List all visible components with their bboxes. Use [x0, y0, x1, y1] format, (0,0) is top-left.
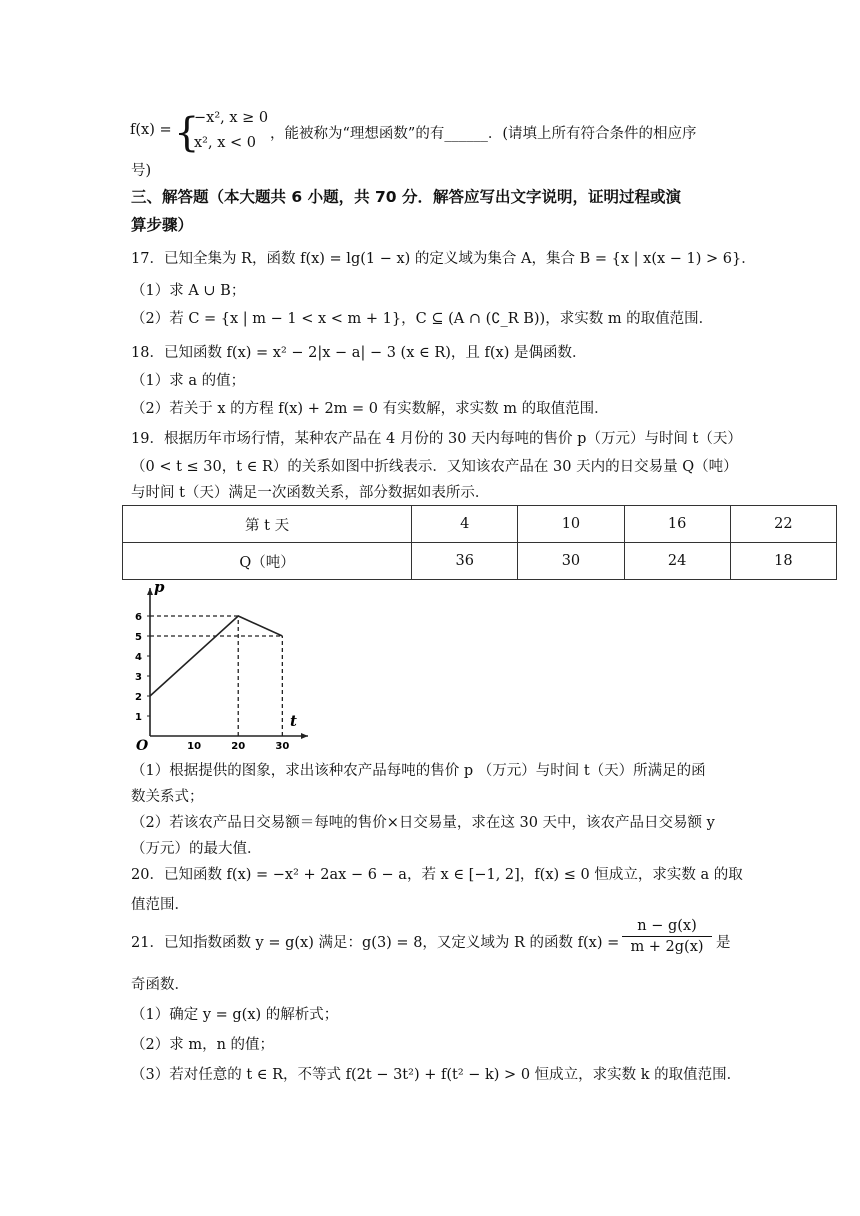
- y-tick-label: 1: [135, 712, 142, 723]
- q21-part2: （2）求 m，n 的值；: [131, 1037, 275, 1053]
- q19-stem: 19．根据历年市场行情，某种农产品在 4 月份的 30 天内每吨的售价 p（万元）与时间 t（天）: [131, 431, 742, 447]
- y-axis-label: p: [154, 578, 165, 596]
- y-tick-label: 5: [135, 632, 142, 643]
- q16-text-cont: 号): [131, 163, 152, 179]
- y-tick-label: 4: [135, 652, 142, 663]
- y-tick-label: 3: [135, 672, 142, 683]
- fraction-denominator: m + 2g(x): [630, 939, 704, 955]
- q21-stem-cont: 奇函数．: [131, 977, 189, 993]
- fraction-numerator: n − g(x): [622, 918, 712, 937]
- q18-part2: （2）若关于 x 的方程 f(x) + 2m = 0 有实数解，求实数 m 的取值范围．: [131, 401, 609, 417]
- table-row: [123, 506, 837, 543]
- piece-case-1: −x², x ≥ 0: [194, 110, 269, 126]
- table-cell: 36: [412, 543, 518, 580]
- q17-part2: （2）若 C = {x | m − 1 < x < m + 1}，C ⊆ (A ∩ (∁_R B))，求实数 m 的取值范围．: [131, 311, 714, 327]
- x-tick-label: 10: [187, 741, 202, 752]
- q18-part1: （1）求 a 的值；: [131, 373, 246, 389]
- table-cell: 10: [518, 506, 624, 543]
- table-cell: Q（吨）: [123, 543, 412, 580]
- data-table: [122, 505, 837, 580]
- x-tick-label: 30: [275, 741, 290, 752]
- piece-case-2: x², x < 0: [194, 135, 256, 151]
- piecewise-function: [130, 108, 730, 160]
- fraction: [622, 918, 712, 955]
- table-cell: 24: [624, 543, 730, 580]
- y-tick-label: 2: [135, 692, 142, 703]
- origin-label: O: [136, 738, 149, 754]
- q21-stem-tail: 是: [716, 935, 731, 951]
- table-cell: 4: [412, 506, 518, 543]
- graph-guides: [150, 616, 282, 736]
- q19-part1-cont: 数关系式；: [131, 789, 204, 805]
- x-axis-arrow-icon: [301, 733, 308, 739]
- section-heading-cont: 算步骤）: [131, 216, 194, 234]
- function-label: f(x) =: [130, 122, 172, 138]
- y-axis-arrow-icon: [147, 588, 153, 595]
- table-cell: 18: [730, 543, 836, 580]
- brace-icon: {: [174, 110, 200, 156]
- q16-text: ，能被称为“理想函数”的有______．(请填上所有符合条件的相应序: [270, 126, 697, 142]
- q21-stem: 21．已知指数函数 y = g(x) 满足：g(3) = 8，又定义域为 R 的函数 f(x) =: [131, 935, 620, 951]
- table-cell: 16: [624, 506, 730, 543]
- graph-series: [150, 616, 282, 696]
- x-tick-label: 20: [231, 741, 246, 752]
- q19-part2-cont: （万元）的最大值．: [131, 841, 262, 857]
- table-cell: 22: [730, 506, 836, 543]
- table-cell: 第 t 天: [123, 506, 412, 543]
- q19-stem-cont: （0 < t ≤ 30，t ∈ R）的关系如图中折线表示．又知该农产品在 30 天内的日交易量 Q（吨）: [131, 459, 738, 475]
- q17-stem: 17．已知全集为 R，函数 f(x) = lg(1 − x) 的定义域为集合 A，集合 B = {x | x(x − 1) > 6}．: [131, 251, 756, 267]
- y-tick-label: 6: [135, 612, 142, 623]
- graph-axes: [147, 588, 308, 739]
- q19-stem-cont2: 与时间 t（天）满足一次函数关系，部分数据如表所示．: [131, 485, 490, 501]
- q19-part2: （2）若该农产品日交易额＝每吨的售价×日交易量，求在这 30 天中，该农产品日交易额 y: [131, 815, 715, 831]
- q18-stem: 18．已知函数 f(x) = x² − 2|x − a| − 3 (x ∈ R)，且 f(x) 是偶函数．: [131, 345, 587, 361]
- series-line: [150, 616, 282, 696]
- x-axis-label: t: [290, 712, 297, 730]
- q19-part1: （1）根据提供的图象，求出该种农产品每吨的售价 p （万元）与时间 t（天）所满足的函: [131, 763, 706, 779]
- section-heading: 三、解答题（本大题共 6 小题，共 70 分．解答应写出文字说明，证明过程或演: [131, 188, 681, 206]
- table-row: [123, 543, 837, 580]
- q21-part1: （1）确定 y = g(x) 的解析式；: [131, 1007, 339, 1023]
- q17-part1: （1）求 A ∪ B；: [131, 283, 246, 299]
- q20-stem: 20．已知函数 f(x) = −x² + 2ax − 6 − a，若 x ∈ [−1, 2]，f(x) ≤ 0 恒成立，求实数 a 的取: [131, 867, 743, 883]
- table-cell: 30: [518, 543, 624, 580]
- graph-labels: [135, 578, 297, 754]
- price-time-graph: [128, 578, 308, 758]
- q20-stem-cont: 值范围．: [131, 897, 189, 913]
- q21-part3: （3）若对任意的 t ∈ R，不等式 f(2t − 3t²) + f(t² − k) > 0 恒成立，求实数 k 的取值范围．: [131, 1067, 742, 1083]
